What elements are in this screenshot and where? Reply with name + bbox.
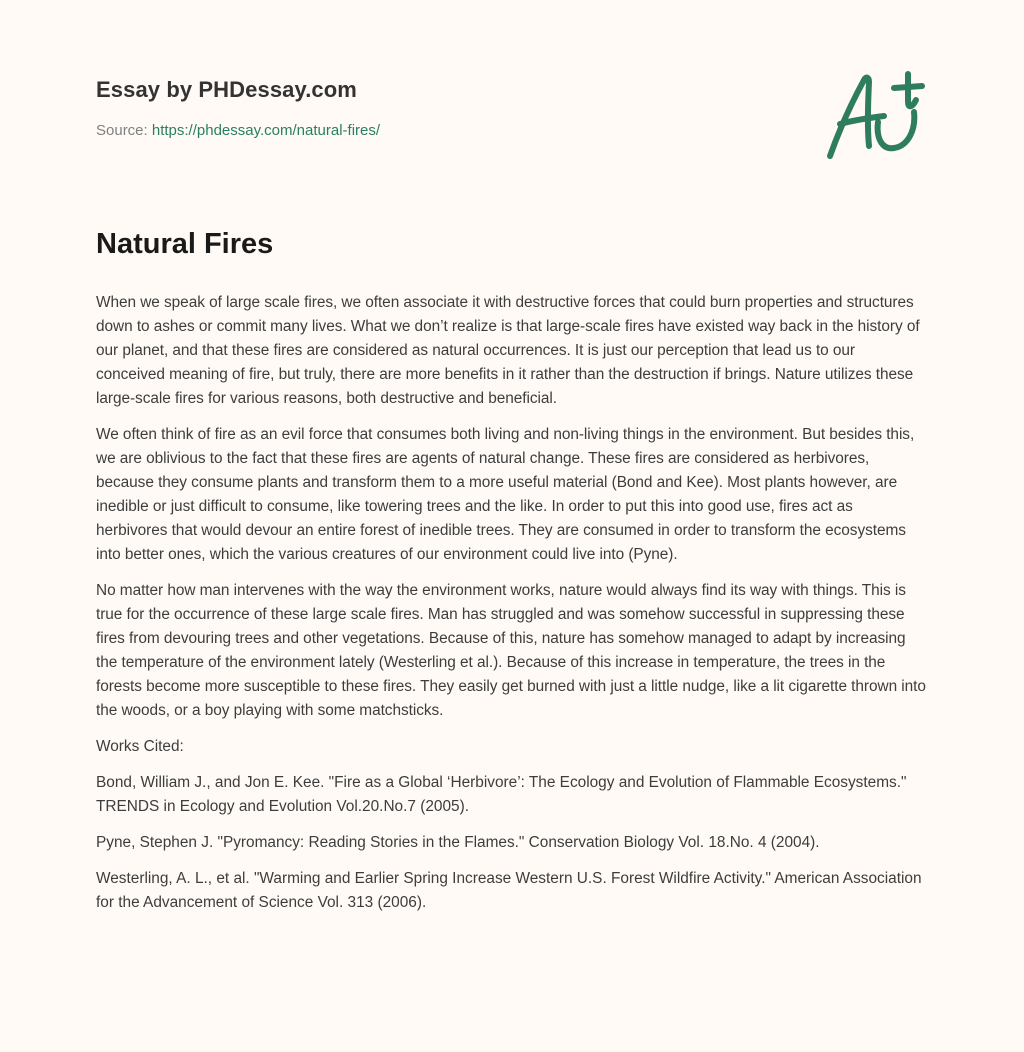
essay-paragraph: When we speak of large scale fires, we often associate it with destructive forces that could burn properties and structures down to ashes or commit many lives. What we don’t realize is that large-scale fires have existed way back in the history of our planet, and that these fires are considered as natural occurrences. It is just our perception that lead us to our conceived meaning of fire, but truly, there are more benefits in it rather than the destruction if brings. Nature utilizes these large-scale fires for various reasons, both destructive and beneficial. xyxy=(96,294,920,407)
source-line xyxy=(96,120,928,142)
page-header xyxy=(96,72,928,142)
essay-title: Natural Fires xyxy=(96,228,274,260)
essay-content xyxy=(96,223,928,927)
citation: Bond, William J., and Jon E. Kee. "Fire as a Global ‘Herbivore’: The Ecology and Evolution of Flammable Ecosystems." TRENDS in Ecology and Evolution Vol.20.No.7 (2005). xyxy=(96,774,907,815)
source-link[interactable]: https://phdessay.com/natural-fires/ xyxy=(151,122,381,139)
a-plus-grade-icon xyxy=(822,68,928,164)
citation: Pyne, Stephen J. "Pyromancy: Reading Stories in the Flames." Conservation Biology Vol. 18.No. 4 (2004). xyxy=(96,834,820,851)
essay-paragraph: No matter how man intervenes with the way the environment works, nature would always find its way with things. This is true for the occurrence of these large scale fires. Man has struggled and was somehow successful in suppressing these fires from devouring trees and other vegetations. Because of this, nature has somehow managed to adapt by increasing the temperature of the environment lately (Westerling et al.). Because of this increase in temperature, the trees in the forests become more susceptible to these fires. They easily get burned with just a little nudge, like a lit cigarette thrown into the woods, or a boy playing with some matchsticks. xyxy=(96,582,926,719)
essay-paragraph: We often think of fire as an evil force that consumes both living and non-living things in the environment. But besides this, we are oblivious to the fact that these fires are agents of natural change. These fires are considered as herbivores, because they consume plants and transform them to a more useful material (Bond and Kee). Most plants however, are inedible or just difficult to consume, like towering trees and the like. In order to put this into good use, fires act as herbivores that would devour an entire forest of inedible trees. They are consumed in order to transform the ecosystems into better ones, which the various creatures of our environment could live into (Pyne). xyxy=(96,426,915,563)
works-cited-heading: Works Cited: xyxy=(96,738,184,755)
citation: Westerling, A. L., et al. "Warming and Earlier Spring Increase Western U.S. Forest Wildfire Activity." American Association for the Advancement of Science Vol. 313 (2006). xyxy=(96,870,922,911)
brand-title: Essay by PHDessay.com xyxy=(96,77,357,102)
source-label: Source: xyxy=(96,122,148,139)
